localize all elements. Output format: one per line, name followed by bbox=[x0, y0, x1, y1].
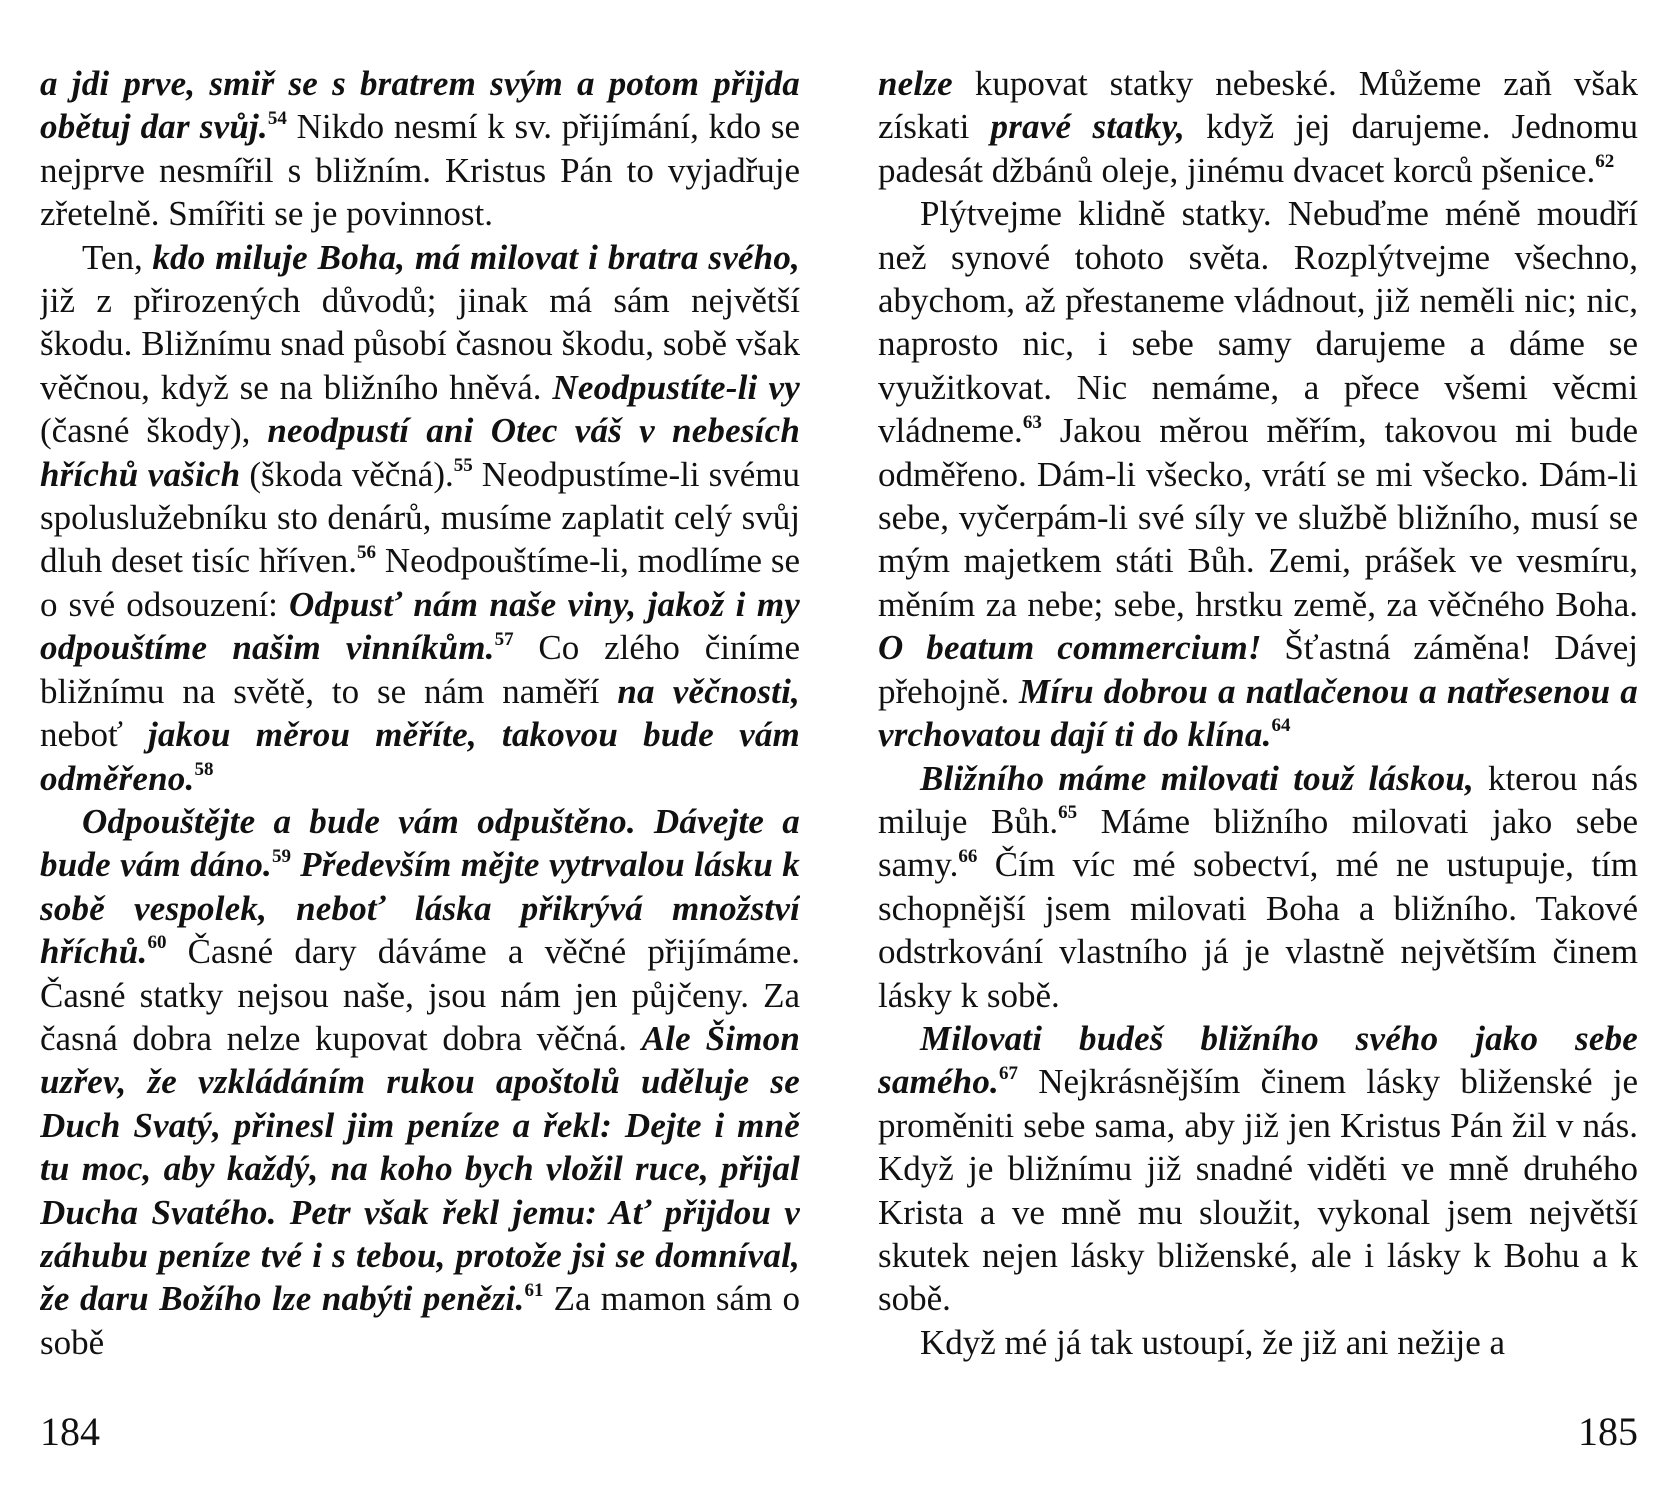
emphasized-text: Míru dobrou a natlačenou a natřesenou a vrchovatou dají ti do klína. bbox=[878, 671, 1638, 755]
emphasized-text: Milovati budeš bližního svého jako sebe samého. bbox=[878, 1018, 1638, 1102]
footnote-marker: 65 bbox=[1058, 802, 1078, 824]
body-text: (škoda věčná). bbox=[240, 454, 454, 494]
body-text: Ten, bbox=[82, 237, 153, 277]
body-text: Jakou měrou měřím, takovou mi bude odměřeno. Dám-li všecko, vrátí se mi všecko. Dám-li sebe, vyčerpám-li své síly ve službě bližního, musí se mým majetkem státi Bůh. Zemi, prášek ve vesmíru, měním za nebe; sebe, hrstku země, za věčného Boha. bbox=[878, 411, 1638, 624]
body-text: Neodpouštíme-li, modlíme se o své odsouzení: bbox=[40, 541, 800, 624]
body-text: Časné dary dáváme a věčné přijímáme. Časné statky nejsou naše, jsou nám jen půjčeny. Za časná dobra nelze kupovat dobra věčná. bbox=[40, 932, 800, 1058]
footnote-marker: 55 bbox=[453, 455, 473, 476]
body-text: Za mamon sám o sobě bbox=[40, 1279, 800, 1362]
body-text: Plýtvejme klidně statky. Nebuďme méně moudří než synové tohoto světa. Rozplýtvejme všechno, abychom, až přestaneme vládnout, již neměli nic; nic, naprosto nic, i sebe samy darujeme a dáme se využitkovat. Nic nemáme, a přece všemi věcmi vládneme. bbox=[878, 194, 1638, 451]
paragraph bbox=[40, 62, 800, 236]
emphasized-text: a jdi prve, smiř se s bratrem svým a potom přijda obětuj dar svůj. bbox=[40, 64, 800, 147]
footnote-marker: 58 bbox=[194, 758, 214, 780]
body-text: Nejkrásnějším činem lásky bliženské je proměniti sebe sama, aby již jen Kristus Pán žil v nás. Když je bližnímu již snadné viděti ve mně druhého Krista a ve mně mu sloužit, vykonal jsem největší skutek nejen lásky bliženské, ale i lásky k Bohu a k sobě. bbox=[878, 1062, 1638, 1319]
footnote-marker: 56 bbox=[357, 541, 377, 563]
body-text: když jej darujeme. Jednomu padesát džbánů oleje, jinému dvacet korců pšenice. bbox=[878, 107, 1638, 190]
body-text: (časné škody), bbox=[40, 411, 268, 451]
emphasized-text: O beatum commercium! bbox=[878, 628, 1262, 668]
emphasized-text: jakou měrou měříte, takovou bude vám odměřeno. bbox=[40, 715, 800, 798]
paragraph bbox=[40, 236, 800, 800]
body-text: Nikdo nesmí k sv. přijímání, kdo se nejprve nesmířil s bližním. Kristus Pán to vyjadřuje zřetelně. Smířiti se je povinnost. bbox=[40, 107, 800, 234]
body-text: kupovat statky nebeské. Můžeme zaň však získati bbox=[878, 64, 1638, 147]
left-page bbox=[40, 62, 800, 1472]
paragraph bbox=[878, 1321, 1638, 1364]
footnote-marker: 66 bbox=[958, 845, 978, 867]
left-page-number: 184 bbox=[40, 1409, 100, 1454]
emphasized-text: Odpusť nám naše viny, jakož i my odpouštíme našim vinníkům. bbox=[40, 584, 800, 668]
footnote-marker: 57 bbox=[494, 628, 514, 650]
footnote-marker: 54 bbox=[267, 107, 287, 129]
right-page bbox=[878, 62, 1638, 1472]
body-text: kterou nás miluje Bůh. bbox=[878, 758, 1638, 841]
paragraph bbox=[878, 1017, 1638, 1321]
footnote-marker: 64 bbox=[1271, 715, 1291, 737]
paragraph bbox=[878, 62, 1638, 192]
body-text: neboť bbox=[40, 715, 148, 755]
emphasized-text: Neodpustíte-li vy bbox=[552, 367, 800, 407]
emphasized-text: kdo miluje Boha, má milovat i bratra svého, bbox=[152, 237, 800, 277]
body-text: Máme bližního milovati jako sebe samy. bbox=[878, 801, 1638, 885]
body-text: Šťastná záměna! Dávej přehojně. bbox=[878, 628, 1638, 711]
emphasized-text: Ale Šimon uzřev, že vzkládáním rukou apoštolů uděluje se Duch Svatý, přinesl jim peníze a řekl: Dejte i mně tu moc, aby každý, na koho bych vložil ruce, přijal Ducha Svatého. Petr však řekl jemu: Ať přijdou v záhubu peníze tvé i s tebou, protože jsi se domníval, že daru Božího lze nabýti penězi. bbox=[40, 1018, 800, 1319]
footnote-marker: 61 bbox=[524, 1279, 544, 1301]
emphasized-text: Bližního máme milovati touž láskou, bbox=[920, 758, 1474, 798]
body-text: Co zlého činíme bližnímu na světě, to se nám naměří bbox=[40, 628, 800, 711]
emphasized-text: na věčnosti, bbox=[617, 671, 800, 711]
footnote-marker: 59 bbox=[272, 845, 291, 867]
emphasized-text: nelze bbox=[878, 64, 953, 103]
emphasized-text: Především mějte vytrvalou lásku k sobě vespolek, neboť láska přikrývá množství hříchů. bbox=[40, 845, 800, 972]
right-page-text bbox=[878, 62, 1638, 1372]
footnote-marker: 63 bbox=[1022, 411, 1042, 433]
emphasized-text: neodpustí ani Otec váš v nebesích hříchů vašich bbox=[40, 411, 800, 494]
footnote-marker: 60 bbox=[147, 932, 167, 954]
emphasized-text: Odpouštějte a bude vám odpuštěno. Dávejte a bude vám dáno. bbox=[40, 801, 800, 885]
left-page-text bbox=[40, 62, 800, 1372]
body-text: Neodpustíme-li svému spoluslužebníku sto denárů, musíme zaplatit celý svůj dluh deset tisíc hříven. bbox=[40, 454, 800, 581]
body-text: již z přirozených důvodů; jinak má sám největší škodu. Bližnímu snad působí časnou škodu, sobě však věčnou, když se na bližního hněvá. bbox=[40, 281, 800, 407]
body-text: Když mé já tak ustoupí, že již ani nežije a bbox=[920, 1322, 1506, 1362]
body-text bbox=[291, 845, 300, 884]
emphasized-text: pravé statky, bbox=[990, 107, 1186, 147]
paragraph bbox=[878, 192, 1638, 756]
right-page-number: 185 bbox=[1578, 1409, 1638, 1454]
body-text: Čím víc mé sobectví, mé ne ustupuje, tím schopnější jsem milovati Boha a bližního. Takové odstrkování vlastního já je vlastně největším činem lásky k sobě. bbox=[878, 845, 1638, 1015]
paragraph bbox=[40, 800, 800, 1364]
footnote-marker: 67 bbox=[999, 1062, 1018, 1084]
footnote-marker: 62 bbox=[1595, 151, 1615, 173]
paragraph bbox=[878, 757, 1638, 1017]
